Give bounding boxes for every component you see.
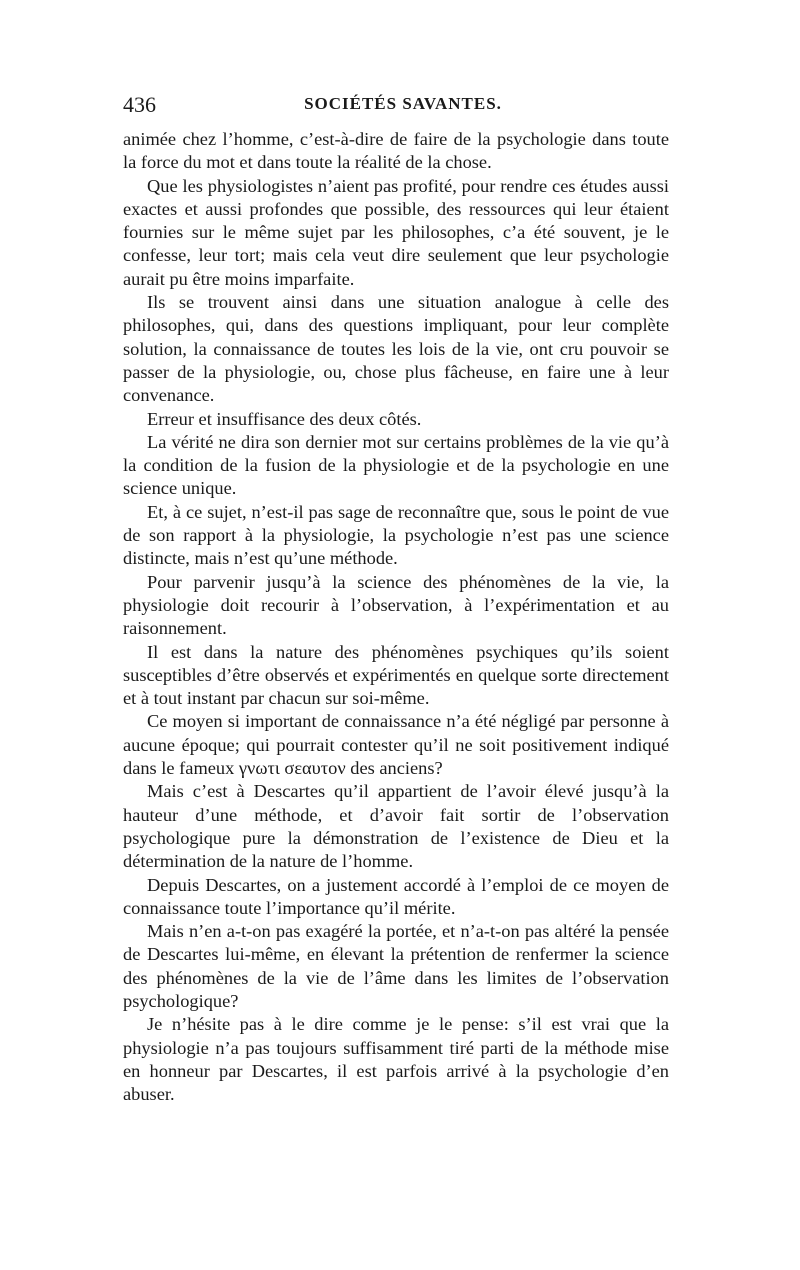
paragraph: Depuis Descartes, on a justement accordé à l’emploi de ce moyen de connaissance toute l’importance qu’il mérite. — [123, 874, 669, 918]
paragraph: Ce moyen si important de connaissance n’a été négligé par personne à aucune époque; qui pourrait contester qu’il ne soit positivement indiqué dans le fameux γνωτι σεαυτον des anciens? — [123, 711, 669, 779]
paragraph: Ils se trouvent ainsi dans une situation analogue à celle des philosophes, qui, dans des questions impliquant, pour leur complète solution, la connaissance de toutes les lois de la vie, ont cru pouvoir se passer de la physiologie, ou, chose plus fâcheuse, en faire une à leur convenance. — [123, 292, 669, 406]
paragraph: Je n’hésite pas à le dire comme je le pense: s’il est vrai que la physiologie n’a pas toujours suffisamment tiré parti de la méthode mise en honneur par Descartes, il est parfois arrivé à la psychologie d’en abuser. — [123, 1014, 669, 1105]
paragraph: Mais n’en a-t-on pas exagéré la portée, et n’a-t-on pas altéré la pensée de Descartes lui-même, en élevant la prétention de renfermer la science des phénomènes de la vie de l’âme dans les limites de l’observation psychologique? — [123, 921, 669, 1011]
running-title: SOCIÉTÉS SAVANTES. — [304, 94, 502, 113]
paragraph: La vérité ne dira son dernier mot sur certains problèmes de la vie qu’à la condition de la fusion de la physiologie et de la psychologie en une science unique. — [123, 431, 669, 499]
paragraph: Pour parvenir jusqu’à la science des phénomènes de la vie, la physiologie doit recourir à l’observation, à l’expérimentation et au raisonnement. — [123, 571, 669, 639]
page-header — [123, 92, 683, 122]
body-text — [123, 128, 669, 1106]
page-number: 436 — [123, 92, 156, 117]
paragraph: Erreur et insuffisance des deux côtés. — [147, 408, 422, 429]
paragraph: Il est dans la nature des phénomènes psychiques qu’ils soient susceptibles d’être observés et expérimentés en quelque sorte directement et à tout instant par chacun sur soi-même. — [123, 641, 669, 709]
paragraph: animée chez l’homme, c’est-à-dire de faire de la psychologie dans toute la force du mot et dans toute la réalité de la chose. — [123, 129, 669, 173]
paragraph: Et, à ce sujet, n’est-il pas sage de reconnaître que, sous le point de vue de son rapport à la physiologie, la psychologie n’est pas une science distincte, mais n’est qu’une méthode. — [123, 501, 669, 569]
paragraph: Que les physiologistes n’aient pas profité, pour rendre ces études aussi exactes et aussi profondes que possible, des ressources qui leur étaient fournies sur le même sujet par les philosophes, c’a été souvent, je le confesse, leur tort; mais cela veut dire seulement que leur psychologie aurait pu être moins imparfaite. — [123, 175, 669, 289]
paragraph: Mais c’est à Descartes qu’il appartient de l’avoir élevé jusqu’à la hauteur d’une méthode, et d’avoir fait sortir de l’observation psychologique pure la démonstration de l’existence de Dieu et la détermination de la nature de l’homme. — [123, 781, 669, 872]
